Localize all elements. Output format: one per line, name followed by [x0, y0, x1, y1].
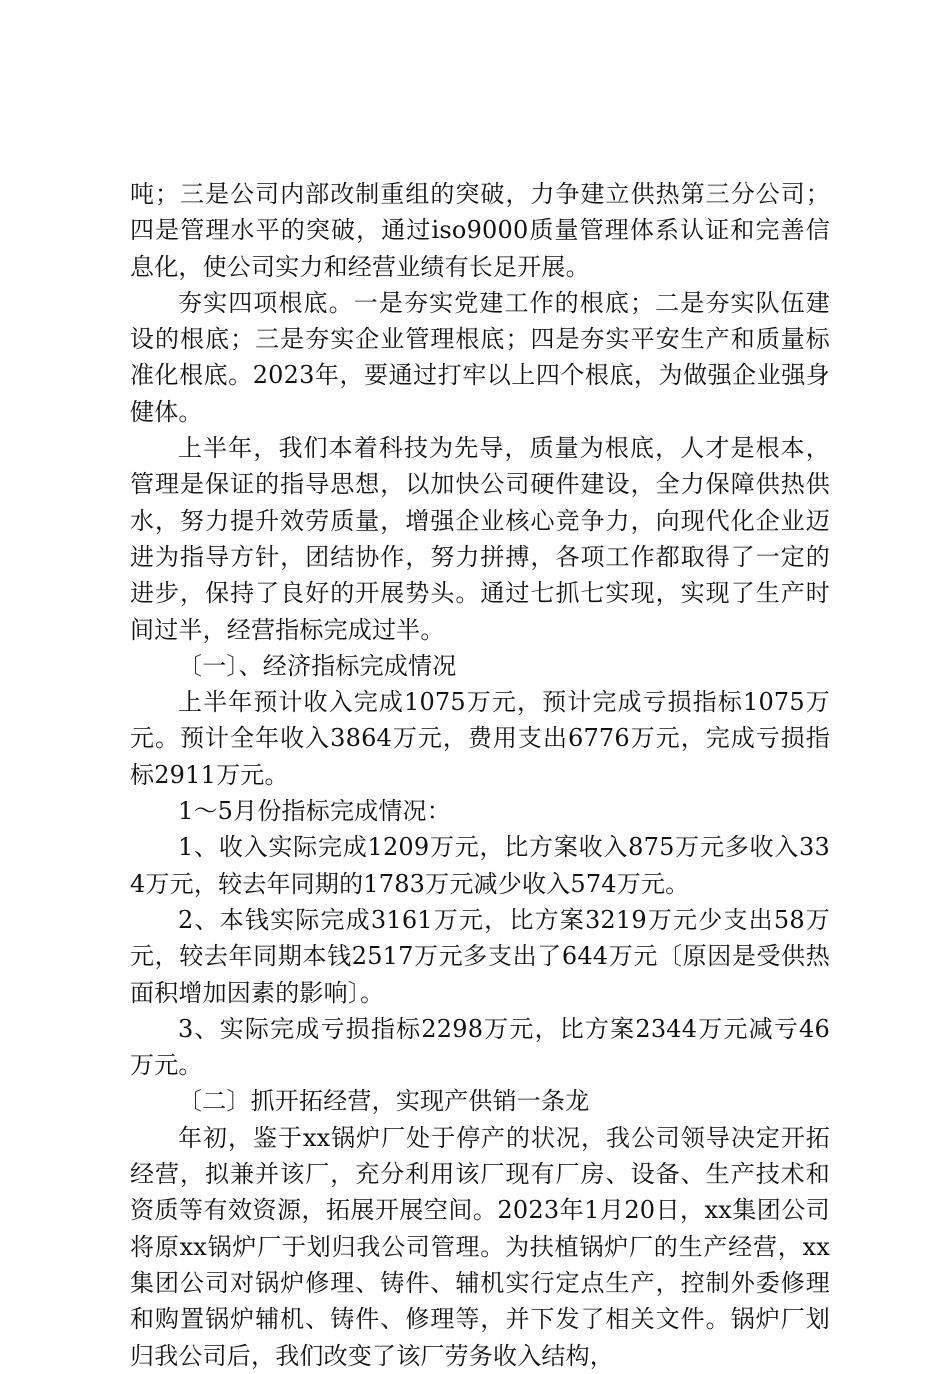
section-heading-economic-indicators: 〔一〕、经济指标完成情况: [178, 651, 457, 680]
document-page: [130, 176, 830, 1374]
list-item-income: 1、收入实际完成1209万元，比方案收入875万元多收入334万元，较去年同期的1783万元减少收入574万元。: [130, 833, 830, 898]
paragraph-continuation: 吨；三是公司内部改制重组的突破，力争建立供热第三分公司；四是管理水平的突破，通过iso9000质量管理体系认证和完善信息化，使公司实力和经营业绩有长足开展。: [130, 180, 830, 281]
paragraph-first-half-summary: 上半年，我们本着科技为先导，质量为根底，人才是根本，管理是保证的指导思想，以加快公司硬件建设，全力保障供热供水，努力提升效劳质量，增强企业核心竞争力，向现代化企业迈进为指导方针，团结协作，努力拼搏，各项工作都取得了一定的进步，保持了良好的开展势头。通过七抓七实现，实现了生产时间过半，经营指标完成过半。: [130, 434, 830, 644]
paragraph-boiler-factory: 年初，鉴于xx锅炉厂处于停产的状况，我公司领导决定开拓经营，拟兼并该厂，充分利用该厂现有厂房、设备、生产技术和资质等有效资源，拓展开展空间。2023年1月20日，xx集团公司将原xx锅炉厂于划归我公司管理。为扶植锅炉厂的生产经营，xx集团公司对锅炉修理、铸件、辅机实行定点生产，控制外委修理和购置锅炉辅机、铸件、修理等，并下发了相关文件。锅炉厂划归我公司后，我们改变了该厂劳务收入结构，: [130, 1123, 830, 1370]
list-item-cost: 2、本钱实际完成3161万元，比方案3219万元少支出58万元，较去年同期本钱2517万元多支出了644万元〔原因是受供热面积增加因素的影响〕。: [130, 905, 830, 1007]
paragraph-four-foundations: 夯实四项根底。一是夯实党建工作的根底；二是夯实队伍建设的根底；三是夯实企业管理根底；四是夯实平安生产和质量标准化根底。2023年，要通过打牢以上四个根底，为做强企业强身健体。: [130, 288, 830, 426]
section-heading-expand-operations: 〔二〕抓开拓经营，实现产供销一条龙: [178, 1087, 590, 1116]
list-item-loss: 3、实际完成亏损指标2298万元，比方案2344万元减亏46万元。: [130, 1014, 830, 1080]
paragraph-revenue-forecast: 上半年预计收入完成1075万元，预计完成亏损指标1075万元。预计全年收入3864万元，费用支出6776万元，完成亏损指标2911万元。: [130, 688, 830, 789]
paragraph-jan-may-title: 1～5月份指标完成情况：: [178, 797, 451, 826]
